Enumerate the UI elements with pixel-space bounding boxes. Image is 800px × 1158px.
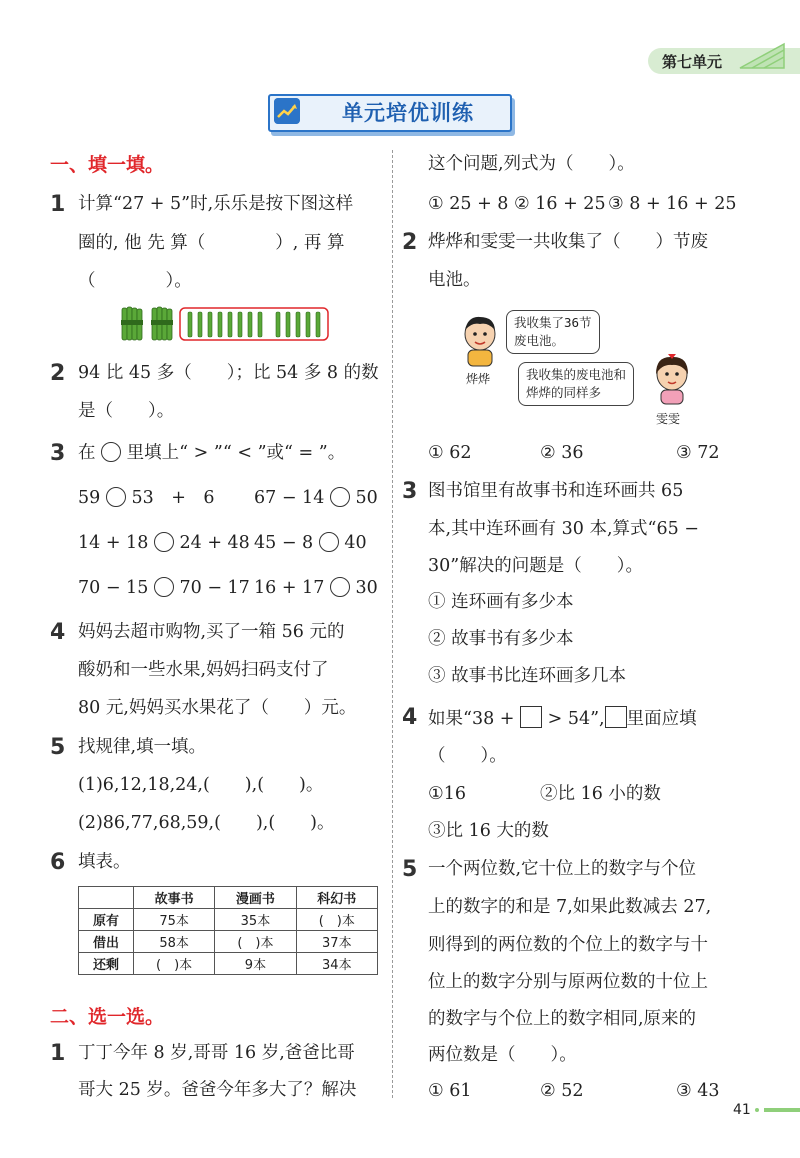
s2q1-number: 1 (50, 1041, 66, 1066)
expr: 16 + 17 (254, 578, 325, 598)
s2q4-option-3[interactable]: ③比 16 大的数 (428, 821, 549, 841)
table-header-row (79, 887, 378, 909)
table-cell: 34本 (296, 953, 377, 975)
s2q5-option-3[interactable]: ③ 43 (676, 1081, 720, 1101)
table-header: 漫画书 (215, 887, 296, 909)
answer-circle[interactable] (154, 532, 174, 552)
q1-line3: （ ）。 (78, 271, 192, 291)
page-title-banner (268, 94, 512, 134)
answer-box-ref (605, 706, 627, 728)
boy-avatar (456, 312, 504, 368)
s2q5-line4: 位上的数字分别与原两位数的十位上 (428, 972, 708, 992)
s2q3-option-3[interactable]: ③ 故事书比连环画多几本 (428, 666, 627, 686)
q5-line1: 找规律,填一填。 (78, 737, 207, 757)
table-cell: 35本 (215, 909, 296, 931)
table-header (79, 887, 134, 909)
expr: 30 (355, 578, 378, 598)
girl-avatar (648, 350, 696, 406)
speech-line: 烨烨的同样多 (526, 385, 602, 400)
q5-line2: (1)6,12,18,24,( ),( )。 (78, 775, 324, 795)
s2q4-number: 4 (402, 705, 418, 730)
table-cell: 75本 (133, 909, 214, 931)
column-divider (392, 150, 393, 1098)
trend-chart-icon (274, 98, 300, 124)
row-header: 原有 (79, 909, 134, 931)
s2q5-number: 5 (402, 857, 418, 882)
q4-line2: 酸奶和一些水果,妈妈扫码支付了 (78, 660, 329, 680)
section2-heading: 二、选一选。 (50, 1006, 165, 1028)
expr: 40 (344, 533, 367, 553)
s2q4-line2: （ ）。 (428, 746, 507, 766)
s2q1-line2: 哥大 25 岁。爸爸今年多大了？解决 (78, 1080, 357, 1100)
expr: 53 + 6 (131, 488, 215, 508)
q1-line1: 计算“27 + 5”时,乐乐是按下图这样 (78, 194, 354, 214)
table-cell: 37本 (296, 931, 377, 953)
s2q4-option-2[interactable]: ②比 16 小的数 (540, 784, 661, 804)
table-cell-blank[interactable]: ( )本 (296, 909, 377, 931)
q2-number: 2 (50, 361, 66, 386)
s2q5-line5: 的数字与个位上的数字相同,原来的 (428, 1009, 697, 1029)
q6-number: 6 (50, 850, 66, 875)
s2q1-option-3[interactable]: ③ 8 + 16 + 25 (608, 194, 737, 214)
expr: 14 + 18 (78, 533, 149, 553)
speech-line: 我收集了36节 (514, 315, 592, 330)
s2q4-post: 里面应填 (626, 709, 697, 729)
s2q3-number: 3 (402, 479, 418, 504)
s2q3-line1: 图书馆里有故事书和连环画共 65 (428, 481, 684, 501)
s2q3-option-2[interactable]: ② 故事书有多少本 (428, 629, 574, 649)
s2q2-number: 2 (402, 230, 418, 255)
unit-label: 第七单元 (662, 53, 723, 71)
boy-name: 烨烨 (466, 372, 491, 386)
s2q1-option-1[interactable]: ① 25 + 8 (428, 194, 509, 214)
answer-circle[interactable] (106, 487, 126, 507)
q3-row3-left (78, 577, 250, 599)
s2q5-option-1[interactable]: ① 61 (428, 1081, 472, 1101)
page-number: 41 (733, 1102, 751, 1118)
s2q3-option-1[interactable]: ① 连环画有多少本 (428, 592, 574, 612)
table-row (79, 931, 378, 953)
s2q4-pre: 如果“38 + (428, 709, 515, 729)
s2q3-line2: 本,其中连环画有 30 本,算式“65 − (428, 519, 699, 539)
q3-row2-right (254, 532, 367, 554)
answer-circle[interactable] (330, 577, 350, 597)
q3-row1-left (78, 487, 215, 509)
q3-instruction (78, 442, 345, 464)
table-cell: 9本 (215, 953, 296, 975)
s2q5-line1: 一个两位数,它十位上的数字与个位 (428, 859, 697, 879)
expr: 24 + 48 (179, 533, 250, 553)
table-header: 故事书 (133, 887, 214, 909)
q3-row2-left (78, 532, 250, 554)
expr: 45 − 8 (254, 533, 314, 553)
q4-line3: 80 元,妈妈买水果花了（ ）元。 (78, 698, 357, 718)
row-header: 借出 (79, 931, 134, 953)
table-cell-blank[interactable]: ( )本 (133, 953, 214, 975)
s2q4-line1 (428, 706, 697, 730)
s2q1-option-2[interactable]: ② 16 + 25 (514, 194, 606, 214)
q6-text: 填表。 (78, 852, 131, 872)
q2-line1: 94 比 45 多（ ）；比 54 多 8 的数 (78, 363, 379, 383)
s2q1-line1: 丁丁今年 8 岁,哥哥 16 岁,爸爸比哥 (78, 1043, 355, 1063)
q2-line2: 是（ ）。 (78, 401, 175, 421)
s2q4-option-1[interactable]: ①16 (428, 784, 466, 804)
table-header: 科幻书 (296, 887, 377, 909)
s2q3-line3: 30”解决的问题是（ ）。 (428, 556, 643, 576)
expr: 70 − 17 (179, 578, 250, 598)
expr: 50 (355, 488, 378, 508)
s2q5-line6: 两位数是（ ）。 (428, 1045, 577, 1065)
girl-speech-bubble (518, 362, 634, 406)
q3-pre: 在 (78, 443, 96, 463)
q4-line1: 妈妈去超市购物,买了一箱 56 元的 (78, 622, 345, 642)
books-table (78, 886, 378, 975)
s2q2-option-2[interactable]: ② 36 (540, 443, 584, 463)
answer-box[interactable] (520, 706, 542, 728)
s2q2-line1: 烨烨和雯雯一共收集了（ ）节废 (428, 232, 708, 252)
answer-circle[interactable] (154, 577, 174, 597)
q1-number: 1 (50, 192, 66, 217)
page-title: 单元培优训练 (342, 101, 474, 125)
page-bar (764, 1108, 800, 1112)
q5-line3: (2)86,77,68,59,( ),( )。 (78, 813, 335, 833)
s2q5-option-2[interactable]: ② 52 (540, 1081, 584, 1101)
answer-circle[interactable] (319, 532, 339, 552)
s2q2-option-1[interactable]: ① 62 (428, 443, 472, 463)
expr: 59 (78, 488, 101, 508)
section1-heading: 一、填一填。 (50, 154, 165, 176)
expr: 67 − 14 (254, 488, 325, 508)
s2q2-option-3[interactable]: ③ 72 (676, 443, 720, 463)
page-dot (755, 1108, 759, 1112)
s2q5-line3: 则得到的两位数的个位上的数字与十 (428, 935, 708, 955)
s2q2-line2: 电池。 (428, 270, 481, 290)
q3-row1-right (254, 487, 378, 509)
table-row (79, 909, 378, 931)
boy-speech-bubble (506, 310, 600, 354)
ruler-decoration-icon (738, 40, 788, 70)
q3-number: 3 (50, 441, 66, 466)
compare-circle-icon (101, 442, 121, 462)
table-cell-blank[interactable]: ( )本 (215, 931, 296, 953)
q3-post: 里填上“ > ”“ < ”或“ = ”。 (126, 443, 346, 463)
speech-line: 废电池。 (514, 333, 565, 348)
q5-number: 5 (50, 735, 66, 760)
girl-name: 雯雯 (656, 412, 681, 426)
answer-circle[interactable] (330, 487, 350, 507)
table-cell: 58本 (133, 931, 214, 953)
row-header: 还剩 (79, 953, 134, 975)
s2q5-line2: 上的数字的和是 7,如果此数减去 27, (428, 897, 712, 917)
q4-number: 4 (50, 620, 66, 645)
q3-row3-right (254, 577, 378, 599)
expr: 70 − 15 (78, 578, 149, 598)
s2q1-line3: 这个问题,列式为（ ）。 (428, 154, 635, 174)
table-row (79, 953, 378, 975)
speech-line: 我收集的废电池和 (526, 367, 627, 382)
q1-line2: 圈的, 他 先 算（ ）, 再 算 (78, 233, 345, 253)
sticks-bundle-illustration (118, 304, 332, 344)
s2q4-mid: > 54”, (547, 709, 605, 729)
